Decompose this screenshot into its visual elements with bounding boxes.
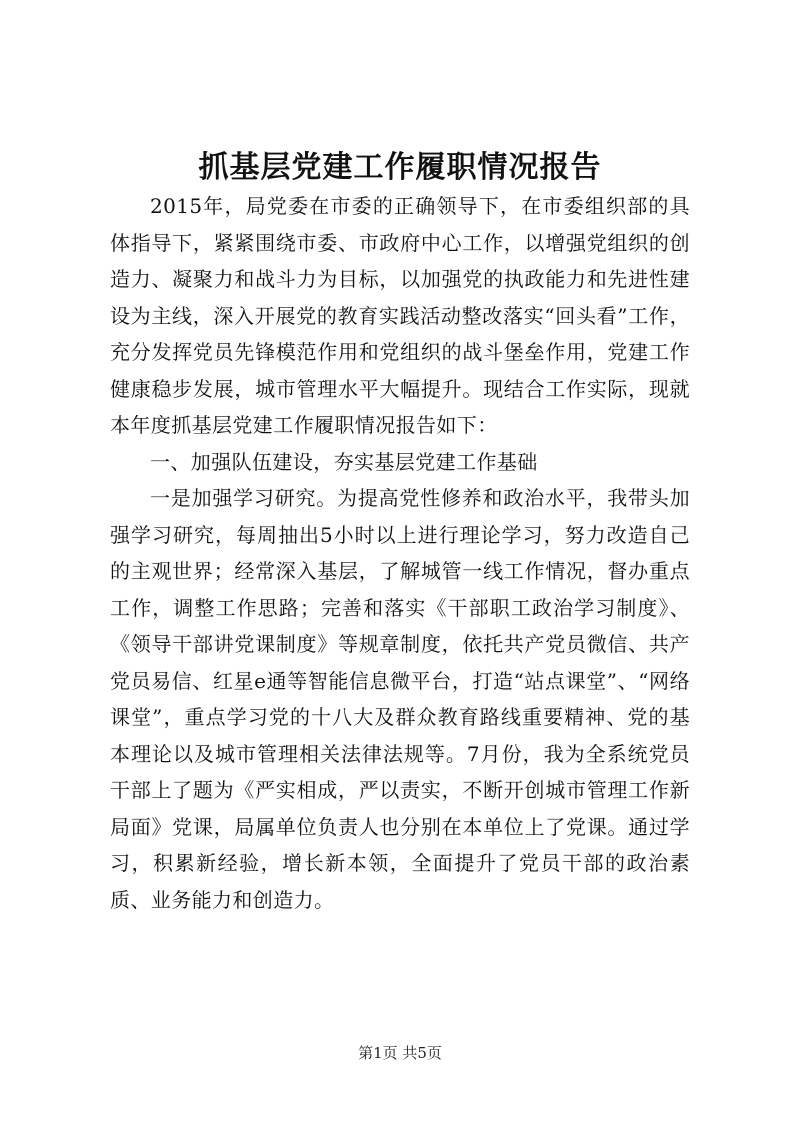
document-title: 抓基层党建工作履职情况报告 [198, 150, 602, 185]
document-body [110, 188, 690, 918]
intro-paragraph: 2015年，局党委在市委的正确领导下，在市委组织部的具体指导下，紧紧围绕市委、市政府中心工作，以增强党组织的创造力、凝聚力和战斗力为目标，以加强党的执政能力和先进性建设为主线，深入开展党的教育实践活动整改落实“回头看”工作，充分发挥党员先锋模范作用和党组织的战斗堡垒作用，党建工作健康稳步发展，城市管理水平大幅提升。现结合工作实际，现就本年度抓基层党建工作履职情况报告如下： [110, 194, 690, 437]
page-number: 第1页 共5页 [358, 1044, 442, 1062]
section-heading: 一、加强队伍建设，夯实基层党建工作基础 [150, 449, 538, 474]
study-paragraph: 一是加强学习研究。为提高党性修养和政治水平，我带头加强学习研究，每周抽出5小时以上进行理论学习，努力改造自己的主观世界；经常深入基层，了解城管一线工作情况，督办重点工作，调整工作思路；完善和落实《干部职工政治学习制度》、《领导干部讲党课制度》等规章制度，依托共产党员微信、共产党员易信、红星e通等智能信息微平台，打造“站点课堂”、“网络课堂”，重点学习党的十八大及群众教育路线重要精神、党的基本理论以及城市管理相关法律法规等。7月份，我为全系统党员干部上了题为《严实相成，严以责实，不断开创城市管理工作新局面》党课，局属单位负责人也分别在本单位上了党课。通过学习，积累新经验，增长新本领，全面提升了党员干部的政治素质、业务能力和创造力。 [110, 486, 690, 912]
